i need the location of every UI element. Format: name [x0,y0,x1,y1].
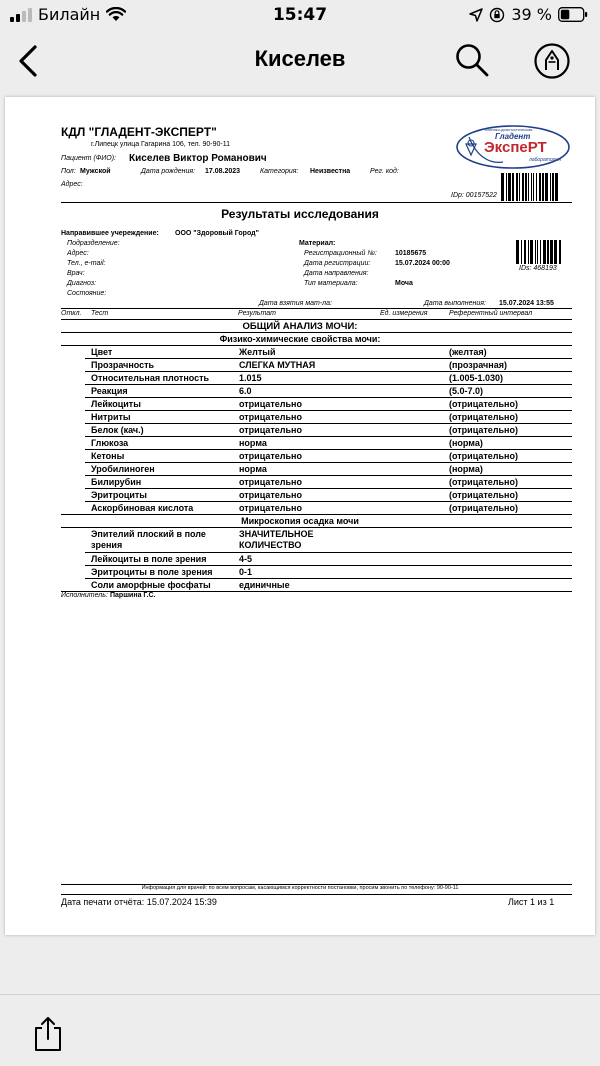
row-reference: (отрицательно) [449,490,518,500]
barcode-bar [550,173,551,201]
patient-name: Киселев Виктор Романович [129,153,267,164]
row-result: 1.015 [239,373,262,383]
row-result: отрицательно [239,451,302,461]
barcode-bar [555,173,558,201]
direction-date-label: Дата направления: [304,270,369,277]
row-reference: (желтая) [449,347,487,357]
markup-pen-icon[interactable] [533,42,571,80]
row-result: норма [239,464,267,474]
footer-info: Информация для врачей: по всем вопросам, касающимся корректности постановки, просим звонить по телефону: 90-90-11 [141,885,459,891]
barcode-bar [519,173,520,201]
lab-logo [455,124,571,170]
category-value: Неизвестна [310,168,351,175]
carrier-name: Билайн [38,5,101,24]
reg-date-value: 15.07.2024 00:00 [395,260,450,267]
sample-barcode-image [516,240,564,264]
divider [61,319,572,320]
battery-percent: 39 % [511,5,552,24]
dob-label: Дата рождения: [141,168,196,175]
barcode-bar [501,173,504,201]
status-bar [0,0,600,32]
analysis-title: ОБЩИЙ АНАЛИЗ МОЧИ: [242,321,358,332]
doctor-label: Врач: [67,270,85,277]
row-divider [85,358,572,359]
logo-sub-text: лаборатория [529,157,561,163]
row-divider [85,397,572,398]
row-reference: (отрицательно) [449,503,518,513]
barcode-bar [537,240,538,264]
row-result: отрицательно [239,477,302,487]
sex-label: Пол: [61,168,76,175]
divider [61,527,572,528]
barcode-bar [545,173,548,201]
row-result: СЛЕГКА МУТНАЯ [239,360,316,370]
row-test: Эритроциты [91,490,147,500]
logo-brand-text: ЭкспеРТ [484,139,547,156]
row-test: Соли аморфные фосфаты [91,580,211,590]
navigation-bar [0,32,600,90]
clock: 15:47 [272,5,328,25]
row-divider [85,565,572,566]
row-reference: (отрицательно) [449,412,518,422]
rotation-lock-icon [489,7,505,23]
row-reference: (норма) [449,438,483,448]
row-result: отрицательно [239,503,302,513]
barcode-bar [506,173,507,201]
row-divider [85,384,572,385]
search-icon[interactable] [454,42,490,78]
barcode-bar [543,240,546,264]
row-test: Нитриты [91,412,131,422]
logo-top-text: клинико-диагностическая [485,127,533,132]
col-units: Ед. измерения [380,310,428,317]
barcode-bar [528,173,529,201]
row-reference: (1.005-1.030) [449,373,504,383]
document-title: Киселев [254,46,346,71]
barcode-bar [559,240,561,264]
idp-value: IDp: 00157522 [451,192,497,199]
row-result: отрицательно [239,490,302,500]
performer-label: Исполнитель: [61,592,108,599]
row-result: ЗНАЧИТЕЛЬНОЕ КОЛИЧЕСТВО [239,529,314,550]
divider [61,514,572,515]
barcode-bar [516,173,518,201]
row-test: Прозрачность [91,360,155,370]
row-test: Глюкоза [91,438,129,448]
row-reference: (отрицательно) [449,477,518,487]
divider [61,332,572,333]
address-label: Адрес: [61,181,83,188]
row-divider [85,578,572,579]
row-reference: (прозрачная) [449,360,507,370]
row-test: Реакция [91,386,128,396]
logo-script-text: Гладент [495,132,531,141]
barcode-bar [533,173,534,201]
sex-value: Мужской [80,168,111,175]
share-icon[interactable] [32,1015,64,1053]
lab-name: КДЛ "ГЛАДЕНТ-ЭКСПЕРТ" [61,125,217,139]
barcode-bar [521,240,522,264]
lab-address: г.Липецк улица Гагарина 106, тел. 90-90-11 [91,141,230,148]
row-test: Эритроциты в поле зрения [91,567,213,577]
divider [61,345,572,346]
reg-date-label: Дата регистрации: [304,260,371,267]
barcode-bar [508,173,511,201]
ids-value: IDs: 468193 [519,265,557,272]
row-test: Уробилиноген [91,464,155,474]
barcode-bar [522,173,524,201]
row-divider [85,371,572,372]
row-test: Лейкоциты [91,399,141,409]
row-divider [85,410,572,411]
location-arrow-icon [469,8,483,22]
referrer-value: ООО "Здоровый Город" [175,230,259,237]
referrer-label: Направившее учереждение: [61,230,159,237]
row-reference: (отрицательно) [449,399,518,409]
done-date-value: 15.07.2024 13:55 [499,300,554,307]
reg-number-value: 10185675 [395,250,427,257]
document-page[interactable] [5,97,595,935]
row-reference: (норма) [449,464,483,474]
barcode-bar [524,240,526,264]
barcode-bar [512,173,514,201]
barcode-bar [528,240,529,264]
material-type-label: Тип материала: [304,280,358,287]
row-test: Белок (кач.) [91,425,144,435]
barcode-bar [530,240,533,264]
section-physchem-title: Физико-химические свойства мочи: [219,334,381,344]
row-test: Билирубин [91,477,142,487]
dob-value: 17.08.2023 [205,168,241,175]
condition-label: Состояние: [67,290,107,297]
reg-code-label: Рег. код: [370,168,399,175]
row-divider [85,462,572,463]
row-result: 4-5 [239,554,253,564]
row-test: Кетоны [91,451,125,461]
col-reference: Референтный интервал [449,310,533,317]
barcode-bar [535,240,536,264]
patient-barcode [501,173,559,201]
sample-date-label: Дата взятия мат-ла: [259,300,332,307]
row-reference: (отрицательно) [449,425,518,435]
barcode-bar [540,240,541,264]
subdivision-label: Подразделение: [67,240,120,247]
barcode-bar [531,173,532,201]
patient-label: Пациент (ФИО): [61,155,117,162]
barcode-bar [554,240,557,264]
row-result: отрицательно [239,425,302,435]
battery-icon [558,7,588,22]
done-date-label: Дата выполнения: [424,300,486,307]
barcode-bar [552,173,554,201]
row-test: Цвет [91,347,113,357]
performer-value: Паршина Г.С. [110,592,156,599]
row-divider [85,423,572,424]
row-result: норма [239,438,267,448]
row-reference: (5.0-7.0) [449,386,484,396]
row-test: Аскорбиновая кислота [91,503,194,513]
material-label: Материал: [299,240,336,247]
barcode-bar [525,173,527,201]
barcode-bar [536,173,537,201]
row-result: 0-1 [239,567,253,577]
barcode-bar [539,173,541,201]
results-title: Результаты исследования [221,207,379,221]
category-label: Категория: [260,168,299,175]
col-deviation: Откл. [61,310,82,317]
row-reference: (отрицательно) [449,451,518,461]
row-divider [85,552,572,553]
sample-barcode [516,240,564,264]
barcode-bar [550,240,553,264]
row-result: 6.0 [239,386,252,396]
barcode-bar [547,240,549,264]
col-result: Результат [238,310,276,317]
reg-number-label: Регистрационный №: [304,250,377,257]
row-divider [85,501,572,502]
row-divider [85,449,572,450]
section-microscopy-title: Микроскопия осадка мочи [241,516,359,526]
divider [61,202,572,203]
page-counter: Лист 1 из 1 [508,897,555,907]
row-divider [85,436,572,437]
barcode-bar [516,240,519,264]
row-test: Эпителий плоский в поле зрения [91,529,206,550]
row-result: единичные [239,580,290,590]
row-test: Относительная плотность [91,373,210,383]
divider [61,894,572,895]
patient-barcode-image [501,173,559,201]
row-result: отрицательно [239,399,302,409]
row-result: Желтый [239,347,276,357]
row-test: Лейкоциты в поле зрения [91,554,207,564]
divider [61,308,572,309]
phone-email-label: Тел., e-mail: [67,260,106,267]
barcode-bar [542,173,544,201]
print-date: Дата печати отчёта: 15.07.2024 15:39 [61,897,217,907]
material-type-value: Моча [395,280,413,287]
diagnosis-label: Диагноз: [67,280,97,287]
col-test: Тест [91,310,109,317]
ref-address-label: Адрес: [67,250,89,257]
bottom-toolbar [0,994,600,1066]
row-divider [85,475,572,476]
row-result: отрицательно [239,412,302,422]
row-divider [85,488,572,489]
